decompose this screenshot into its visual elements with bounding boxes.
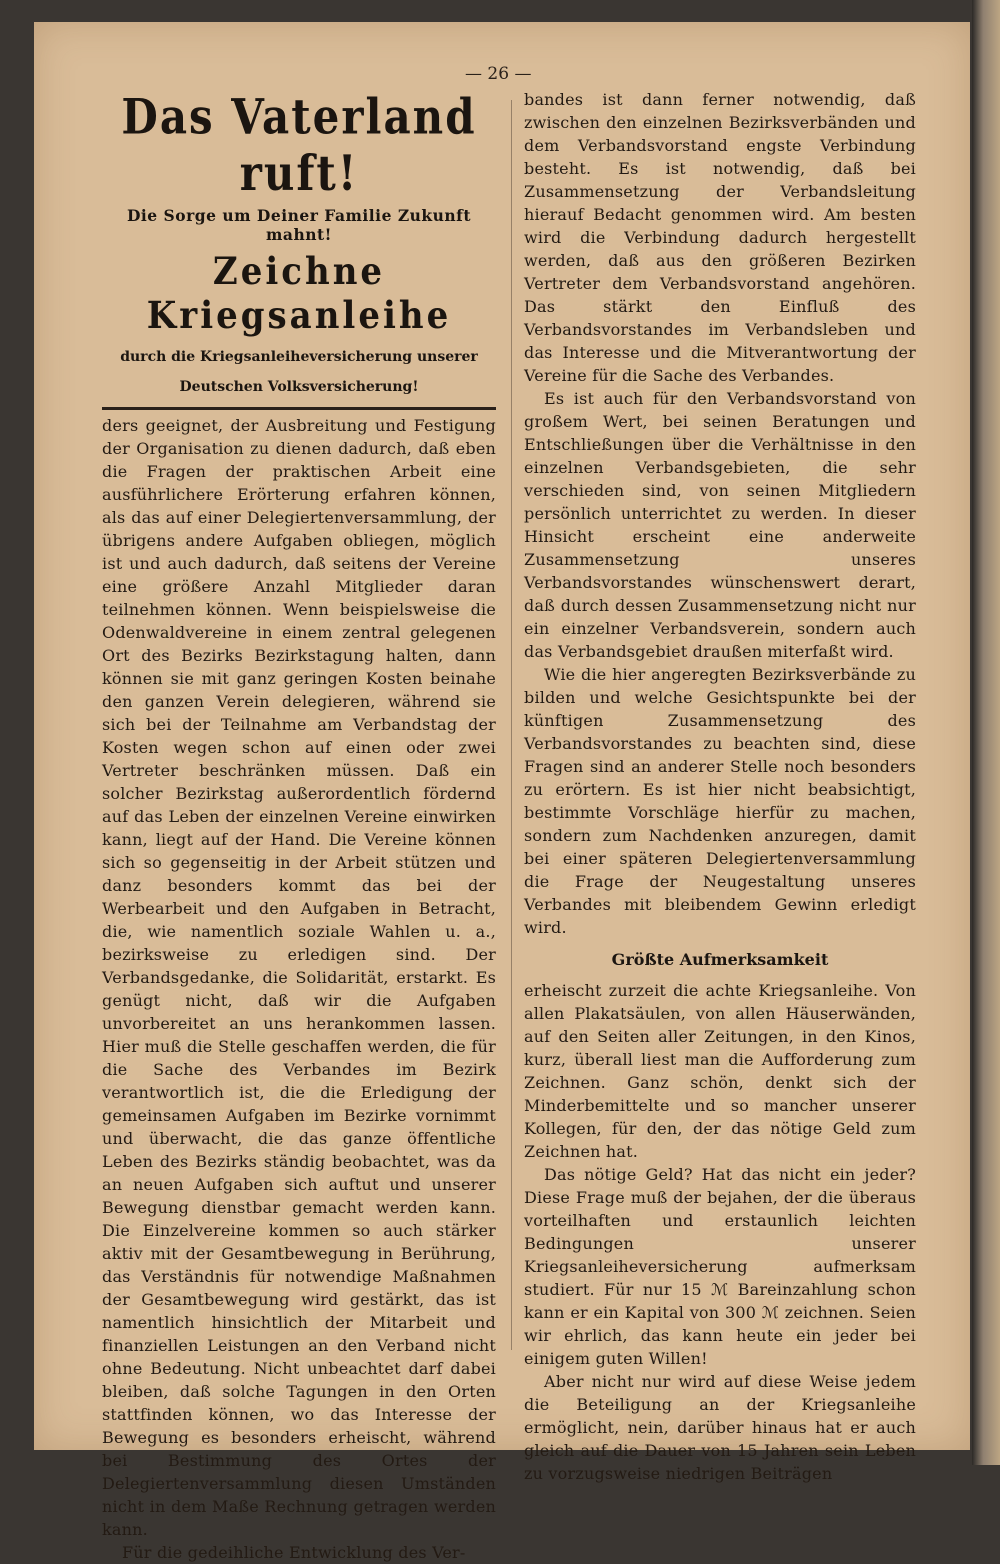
headline-title: Das Vaterland ruft! bbox=[121, 88, 477, 202]
headline-cta: Zeichne Kriegsanleihe bbox=[146, 250, 452, 338]
page-number: — 26 — bbox=[465, 64, 532, 84]
left-paragraph-1: ders geeignet, der Ausbreitung und Festigung der Organisation zu dienen dadurch, daß eben die Fragen der praktischen Arbeit eine ausführlichere Erörterung erfahren können, als das auf einer Delegiertenversammlung, der übrigens andere Aufgaben obliegen, möglich ist und auch dadurch, daß seitens der Vereine eine größere Anzahl Mitglieder daran teilnehmen können. Wenn beispielsweise die Odenwaldvereine in einem zentral gelegenen Ort des Bezirks Bezirkstagung halten, dann können sie mit ganz geringen Kosten beinahe den ganzen Verein delegieren, während sie sich bei der Teilnahme am Verbandstag der Kosten wegen schon auf einen oder zwei Vertreter beschränken müssen. Daß ein solcher Bezirkstag außerordentlich fördernd auf das Leben der einzelnen Vereine einwirken kann, liegt auf der Hand. Die Vereine können sich so gegenseitig in der Arbeit stützen und danz besonders kommt das bei der Werbearbeit und den Aufgaben in Betracht, die, wie namentlich soziale Wahlen u. a., bezirksweise zu erledigen sind. Der Verbandsgedanke, die Solidarität, erstarkt. Es genügt nicht, daß wir die Aufgaben unvorbereitet an uns herankommen lassen. Hier muß die Stelle geschaffen werden, die für die Sache des Verbandes im Bezirk verantwortlich ist, die die Erledigung der gemeinsamen Aufgaben im Bezirke vornimmt und überwacht, die das ganze öffentliche Leben des Bezirks ständig beobachtet, was da an neuen Aufgaben sich auftut und unserer Bewegung dienstbar gemacht werden kann. Die Einzelvereine kommen so auch stärker aktiv mit der Gesamtbewegung in Berührung, das Verständnis für notwendige Maßnahmen der Gesamtbewegung wird gestärkt, das ist namentlich hinsichtlich der Mitarbeit und finanziellen Leistungen an den Verband nicht ohne Bedeutung. Nicht unbeachtet darf dabei bleiben, daß solche Tagungen in den Orten stattfinden können, wo das Interesse der Bewegung es besonders erheischt, während bei Bestimmung des Ortes der Delegiertenversammlung diesen Umständen nicht in dem Maße Rechnung getragen werden kann. bbox=[102, 416, 496, 1539]
left-column bbox=[102, 88, 496, 1564]
column-divider bbox=[511, 100, 512, 1350]
section-heading: Größte Aufmerksamkeit bbox=[611, 950, 829, 969]
right-paragraph-2: Es ist auch für den Verbandsvorstand von großem Wert, bei seinen Beratungen und Entschließungen über die Verhältnisse in den einzelnen Verbandsgebieten, die sehr verschieden sind, von seinen Mitgliedern persönlich unterrichtet zu werden. In dieser Hinsicht erscheint eine anderweite Zusammensetzung unseres Verbandsvorstandes wünschenswert derart, daß durch dessen Zusammensetzung nicht nur ein einzelner Verbandsverein, sondern auch das Verbandsgebiet draußen miterfaßt wird. bbox=[524, 389, 916, 661]
headline-subtitle: Die Sorge um Deiner Familie Zukunft mahnt! bbox=[126, 206, 472, 244]
right-paragraph-5: Das nötige Geld? Hat das nicht ein jeder? Diese Frage muß der bejahen, der die überaus vorteilhaften und erstaunlich leichten Bedingungen unserer Kriegsanleiheversicherung aufmerksam studiert. Für nur 15 ℳ Bareinzahlung schon kann er ein Kapital von 300 ℳ zeichnen. Seien wir ehrlich, das kann heute ein jeder bei einigem guten Willen! bbox=[524, 1165, 916, 1368]
headline-line-1: durch die Kriegsanleiheversicherung unserer bbox=[120, 349, 478, 365]
binding-edge bbox=[972, 0, 1000, 1465]
right-column bbox=[524, 88, 916, 1485]
left-paragraph-2: Für die gedeihliche Entwicklung des Ver- bbox=[122, 1543, 466, 1562]
right-paragraph-1: bandes ist dann ferner notwendig, daß zwischen den einzelnen Bezirksverbänden und dem Verbandsvorstand engste Verbindung besteht. Es ist notwendig, daß bei Zusammensetzung der Verbandsleitung hierauf Bedacht genommen wird. Am besten wird die Verbindung dadurch hergestellt werden, daß aus den größeren Bezirken Vertreter dem Verbandsvorstand angehören. Das stärkt den Einfluß des Verbandsvorstandes im Verbandsleben und das Interesse und die Mitverantwortung der Vereine für die Sache des Verbandes. bbox=[524, 90, 916, 385]
headline-rule bbox=[102, 407, 496, 410]
right-paragraph-6: Aber nicht nur wird auf diese Weise jedem die Beteiligung an der Kriegsanleihe ermöglicht, nein, darüber hinaus hat er auch gleich auf die Dauer von 15 Jahren sein Leben zu vorzugsweise niedrigen Beiträgen bbox=[524, 1372, 916, 1483]
right-paragraph-3: Wie die hier angeregten Bezirksverbände zu bilden und welche Gesichtspunkte bei der künftigen Zusammensetzung des Verbandsvorstandes zu beachten sind, diese Fragen sind an anderer Stelle noch besonders zu erörtern. Es ist hier nicht beabsichtigt, bestimmte Vorschläge hierfür zu machen, sondern zum Nachdenken anzuregen, damit bei einer späteren Delegiertenversammlung die Frage der Neugestaltung unseres Verbandes mit bleibendem Gewinn erledigt wird. bbox=[524, 665, 916, 937]
headline-line-2: Deutschen Volksversicherung! bbox=[179, 379, 419, 395]
right-paragraph-4: erheischt zurzeit die achte Kriegsanleihe. Von allen Plakatsäulen, von allen Häuserwänden, auf den Seiten aller Zeitungen, in den Kinos, kurz, überall liest man die Aufforderung zum Zeichnen. Ganz schön, denkt sich der Minderbemittelte und so mancher unserer Kollegen, für den, der das nötige Geld zum Zeichnen hat. bbox=[524, 981, 916, 1161]
